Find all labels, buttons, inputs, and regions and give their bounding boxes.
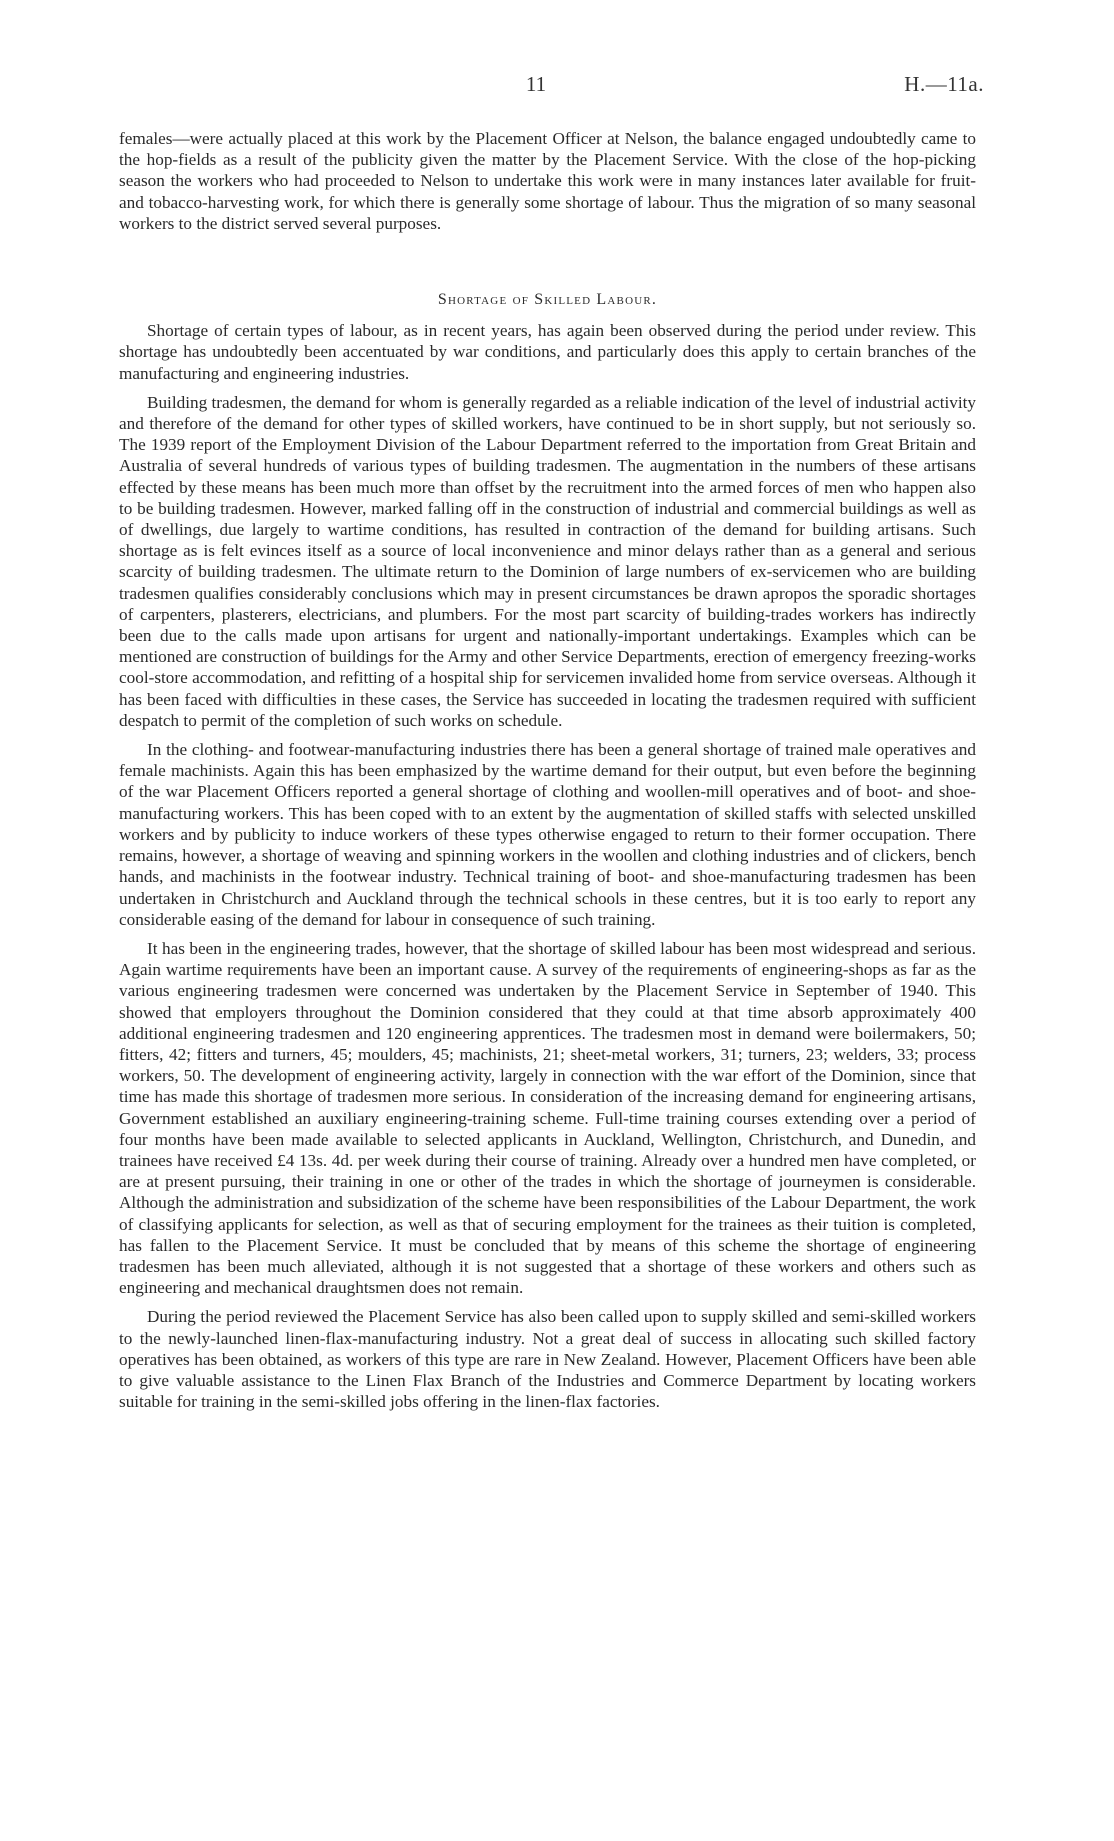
paragraph-building-tradesmen: Building tradesmen, the demand for whom is generally regarded as a reliable indication of the level of industrial activity and therefore of the demand for other types of skilled workers, have continued to be in short supply, but not seriously so. The 1939 report of the Employment Division of the Labour Department referred to the importation from Great Britain and Australia of several hundreds of various types of building tradesmen. The augmentation in the numbers of these artisans effected by these means has been much more than offset by the recruitment into the armed forces of men who happen also to be building tradesmen. However, marked falling off in the construction of industrial and commercial buildings as well as of dwellings, due largely to wartime conditions, has resulted in contraction of the demand for building artisans. Such shortage as is felt evinces itself as a source of local inconvenience and minor delays rather than as a general and serious scarcity of building tradesmen. The ultimate return to the Dominion of large numbers of ex-servicemen who are building tradesmen qualifies considerably conclusions which may in present circumstances be drawn apropos the sporadic shortages of carpenters, plasterers, electricians, and plumbers. For the most part scarcity of building-trades workers has indirectly been due to the calls made upon artisans for urgent and nationally-important undertakings. Examples which can be mentioned are construction of buildings for the Army and other Service Departments, erection of emergency freezing-works cool-store accommodation, and refitting of a hospital ship for servicemen invalided home from service overseas. Although it has been faced with difficulties in these cases, the Service has succeeded in locating the tradesmen required with sufficient despatch to permit of the completion of such works on schedule. — [119, 392, 976, 730]
section-heading: Shortage of Skilled Labour. — [437, 291, 658, 309]
paragraph-linen-flax: During the period reviewed the Placement Service has also been called upon to supply skilled and semi-skilled workers to the newly-launched linen-flax-manufacturing industry. Not a great deal of success in allocating such skilled factory operatives has been obtained, as workers of this type are rare in New Zealand. However, Placement Officers have been able to give valuable assistance to the Linen Flax Branch of the Industries and Commerce Department by locating workers suitable for training in the semi-skilled jobs offering in the linen-flax factories. — [119, 1307, 976, 1412]
paragraph-continuation: females—were actually placed at this work by the Placement Officer at Nelson, the balance engaged undoubtedly came to the hop-fields as a result of the publicity given the matter by the Placement Service. With the close of the hop-picking season the workers who had proceeded to Nelson to undertake this work were in many instances later available for fruit- and tobacco-harvesting work, for which there is generally some shortage of labour. Thus the migration of so many seasonal workers to the district served several purposes. — [119, 129, 976, 233]
paragraph-engineering-trades: It has been in the engineering trades, however, that the shortage of skilled labour has been most widespread and serious. Again wartime requirements have been an important cause. A survey of the requirements of engineering-shops as far as the various engineering tradesmen were concerned was undertaken by the Placement Service in September of 1940. This showed that employers throughout the Dominion considered that they could at that time absorb approximately 400 additional engineering tradesmen and 120 engineering apprentices. The tradesmen most in demand were boilermakers, 50; fitters, 42; fitters and turners, 45; moulders, 45; machinists, 21; sheet-metal workers, 31; turners, 23; welders, 33; process workers, 50. The development of engineering activity, largely in connection with the war effort of the Dominion, since that time has made this shortage of tradesmen more serious. In consideration of the increasing demand for engineering artisans, Government established an auxiliary engineering-training scheme. Full-time training courses extending over a period of four months have been made available to selected applicants in Auckland, Wellington, Christchurch, and Dunedin, and trainees have received £4 13s. 4d. per week during their course of training. Already over a hundred men have completed, or are at present pursuing, their training in one or other of the trades in which the shortage of journeymen is considerable. Although the administration and subsidization of the scheme have been responsibilities of the Labour Department, the work of classifying applicants for selection, as well as that of securing employment for the trainees as their tuition is completed, has fallen to the Placement Service. It must be concluded that by means of this scheme the shortage of engineering tradesmen has been much alleviated, although it is not suggested that a shortage of these workers and others such as engineering and mechanical draughtsmen does not remain. — [119, 938, 976, 1298]
document-body — [119, 128, 976, 1412]
paragraph-clothing-footwear: In the clothing- and footwear-manufacturing industries there has been a general shortage of trained male operatives and female machinists. Again this has been emphasized by the wartime demand for their output, but even before the beginning of the war Placement Officers reported a general shortage of clothing and woollen-mill operatives and of boot- and shoe-manufacturing workers. This has been coped with to an extent by the augmentation of skilled staffs with selected unskilled workers and by publicity to induce workers of these types otherwise engaged to return to their former occupation. There remains, however, a shortage of weaving and spinning workers in the woollen and clothing industries and of clickers, bench hands, and machinists in the footwear industry. Technical training of boot- and shoe-manufacturing tradesmen has been undertaken in Christchurch and Auckland through the technical schools in these centres, but it is too early to report any considerable easing of the demand for labour in consequence of such training. — [119, 740, 976, 929]
page-number: 11 — [525, 72, 547, 96]
document-reference: H.—11a. — [904, 72, 984, 96]
paragraph-shortage-intro: Shortage of certain types of labour, as in recent years, has again been observed during the period under review. This shortage has undoubtedly been accentuated by war conditions, and particularly does this apply to certain branches of the manufacturing and engineering industries. — [119, 321, 976, 383]
